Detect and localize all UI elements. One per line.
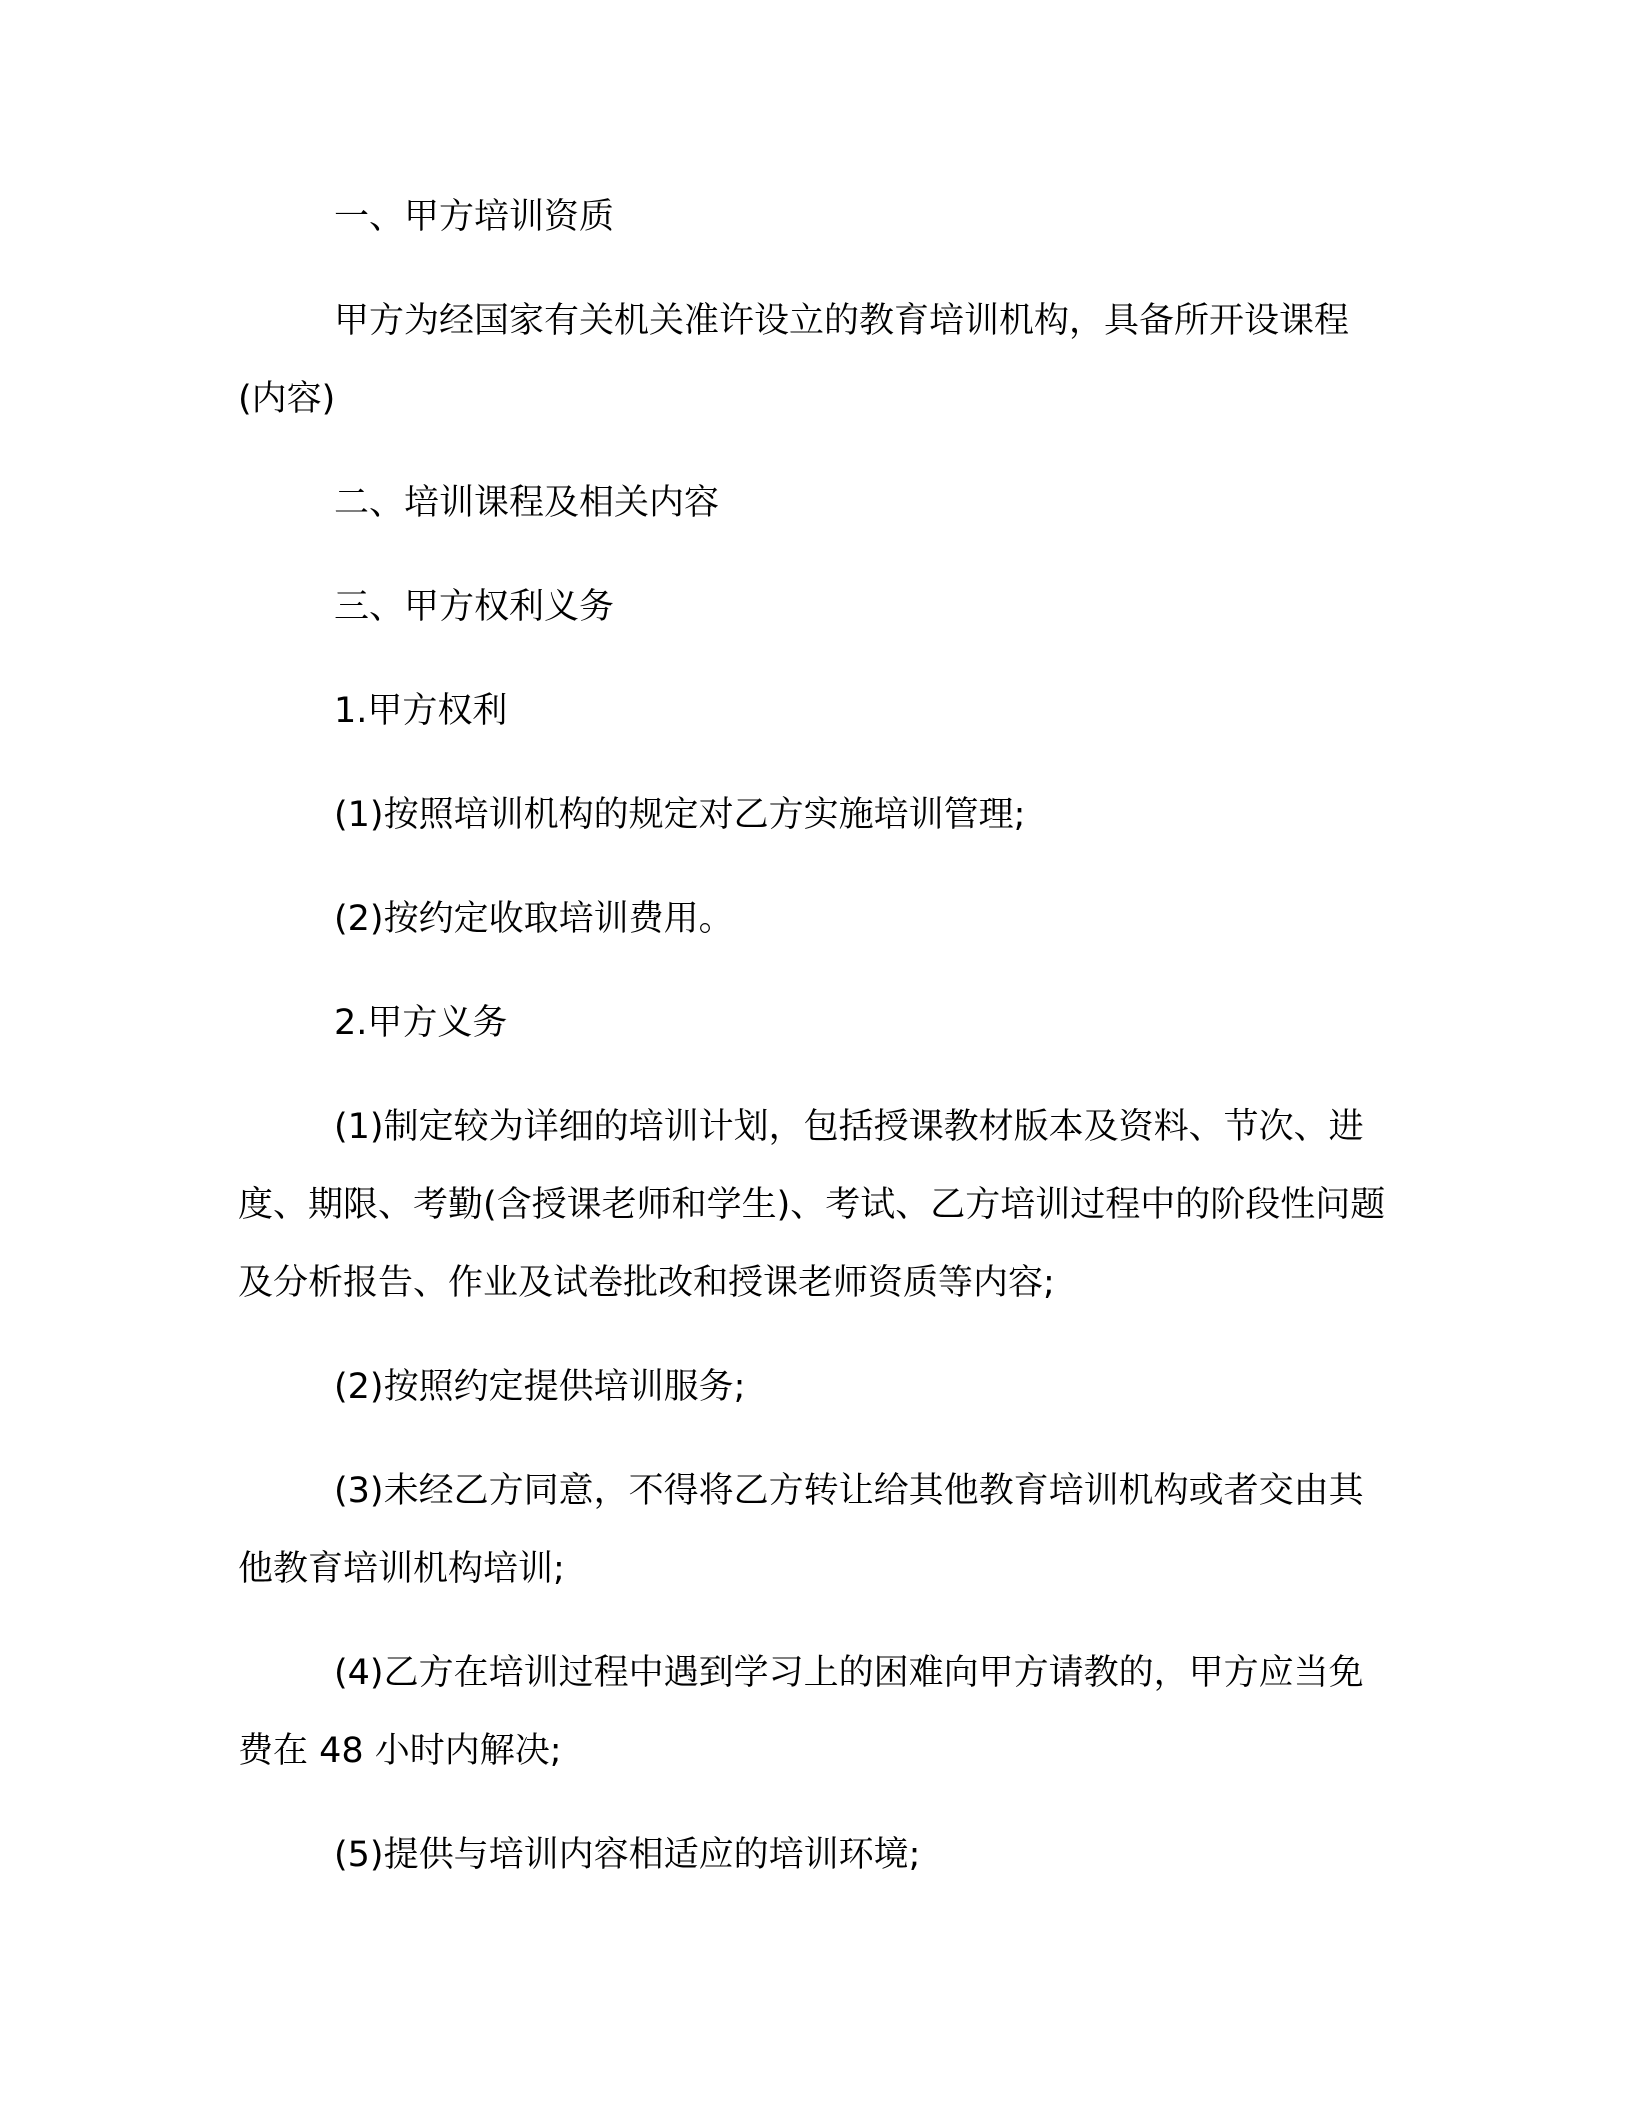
paragraph-qualification: 甲方为经国家有关机关准许设立的教育培训机构，具备所开设课程(内容) xyxy=(238,301,1350,419)
list-item-obligation-4: (4)乙方在培训过程中遇到学习上的困难向甲方请教的，甲方应当免费在 48 小时内解决; xyxy=(238,1653,1364,1771)
list-item-obligation-2: (2)按照约定提供培训服务; xyxy=(334,1367,746,1407)
section-heading-3: 三、甲方权利义务 xyxy=(334,587,615,627)
section-heading-1: 一、甲方培训资质 xyxy=(334,197,615,237)
subheading-rights: 1.甲方权利 xyxy=(334,691,508,731)
document-body xyxy=(238,178,1388,1920)
list-item-obligation-5: (5)提供与培训内容相适应的培训环境; xyxy=(334,1835,921,1875)
list-item-right-2: (2)按约定收取培训费用。 xyxy=(334,899,734,939)
list-item-obligation-1: (1)制定较为详细的培训计划，包括授课教材版本及资料、节次、进度、期限、考勤(含授课老师和学生)、考试、乙方培训过程中的阶段性问题及分析报告、作业及试卷批改和授课老师资质等内容; xyxy=(238,1107,1386,1303)
section-heading-2: 二、培训课程及相关内容 xyxy=(334,483,720,523)
list-item-right-1: (1)按照培训机构的规定对乙方实施培训管理; xyxy=(334,795,1026,835)
subheading-obligations: 2.甲方义务 xyxy=(334,1003,508,1043)
list-item-obligation-3: (3)未经乙方同意，不得将乙方转让给其他教育培训机构或者交由其他教育培训机构培训; xyxy=(238,1471,1364,1589)
